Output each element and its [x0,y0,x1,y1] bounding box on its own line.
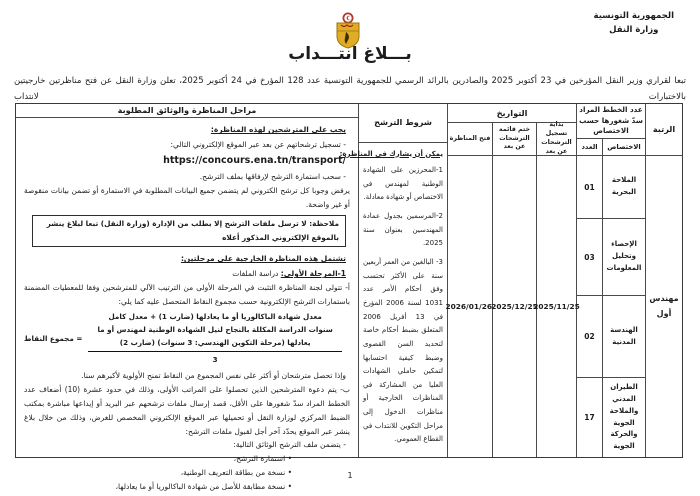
date-close-value: 2025/12/25 [491,302,538,311]
recruitment-table [15,103,683,492]
republic-name: الجمهورية التونسية [593,11,674,21]
page-number: 1 [347,471,353,480]
header-rank: الرتبة [646,104,682,156]
tie-break-paragraph: وإذا تحصل مترشحان أو أكثر على نفس المجموع من النقاط تمنح الأولوية لأكبرهم سنا. [81,371,346,381]
registration-url: https://concours.ena.tn/transport/ [163,155,346,167]
ministry-name: وزارة النقل [609,24,659,35]
specialty-name: الإحصاء وتحليل المعلومات [602,219,645,295]
header-specialty: الاختصاص [602,139,645,155]
phase1-rest: دراسة الملفات [232,269,281,279]
note-box: ملاحظة: لا ترسل ملفات الترشح إلا بطلب من الإدارة (وزارة النقل) تبعا لبلاغ ينشر بالموقع الإلكتروني المذكور أعلاه [32,215,346,247]
column-rank [645,104,682,457]
header-count: العدد [581,143,598,151]
specialty-row [577,219,645,296]
page-title: بـــلاغ انتـــداب [288,44,412,64]
header-stages: مراحل المناظرة والوثائق المطلوبة [16,104,358,118]
specialty-row [577,156,645,219]
condition-item: 1-المحرزين على الشهادة الوطنية لمهندس في الاختصاص أو شهادة معادلة. [363,166,443,202]
positions-subheader [577,139,645,156]
specialty-row [577,296,645,378]
phase1-title [24,267,346,281]
points-formula [24,311,342,366]
stages-cell [16,118,358,495]
formula-numerator: معدل شهادة الباكالوريا أو ما يعادلها (ضارب 1) + معدل كامل سنوات الدراسة المكللة بالنجاح لنيل الشهادة الوطنية لمهندس أو ما يعادلها (مرحلة التكوين الهندسي: 3 سنوات) (ضارب 2) [88,311,342,352]
header-date-close: ختم قائمة الترشحات عن بعد [492,123,536,155]
specialty-name: الطيران المدني والملاحة الجوية والحركة الجوية [602,378,645,457]
registration-text: - تسجيل ترشحاتهم عن بعد عبر الموقع الإلكتروني التالي: [170,140,346,150]
specialty-count: 01 [584,182,595,192]
column-dates [445,104,580,457]
stages-heading-2: تشتمل هذه المناظرة الخارجية على مرحلتين: [180,254,346,264]
header-date-start: بداية تسجيل الترشحات عن بعد [536,123,576,155]
specialty-count: 02 [584,332,595,341]
document-item: • نسخة من بطاقة التعريف الوطنية، [24,466,292,480]
document-item: • استمارة الترشح، [24,452,292,466]
stages-heading-1: يجب على المترشحين لهذه المناظرة: [210,125,346,135]
header-dates-group: التواريخ [448,104,576,123]
specialty-name: الهندسة المدنية [602,296,645,377]
conditions-intro: يمكن أن يشارك في المناظرة: [339,149,443,158]
condition-item: 3- البالغين من العمر أربعين سنة على الأكثر تحتسب وفق أحكام الأمر عدد 1031 لسنة 2006 المؤرخ في 13 أفريل 2006 المتعلق بضبط أحكام خاصة لتحديد السن القصوى وضبط كيفية احتسابها لتمكين حاملي الشهادات العليا من المشاركة في المناظرات الخارجية أو مناظرات الدخول إلى مراحل التكوين للانتداب في القطاع العمومي. [363,258,443,444]
phase1-b-paragraph: ب- يتم دعوة المترشحين الذين تحصلوا على المراتب الأولى، وذلك في حدود عشرة (10) أضعاف عدد الخطط المراد سدّ شغورها على الأقل، قصد إرسال ملفات ترشحهم عبر البريد أو إيداعها مباشرة بمكتب الضبط المركزي لوزارة النقل أو تحميلها عبر الموقع الإلكتروني المخصص للغرض، وذلك من خلال بلاغ ينشر عبر الموقع يحدّد آخر أجل لقبول ملفات الترشح: [24,384,350,436]
formula-label: مجموع النقاط = [24,333,83,343]
condition-item: 2-المرسمين بجدول عمادة المهندسين بعنوان سنة 2025. [363,212,443,248]
document-item: • نسخة مطابقة للأصل من شهادة الباكالوريا أو ما يعادلها، [24,480,292,494]
header-date-open: فتح المناظرة [449,134,491,142]
specialty-count: 17 [584,413,595,422]
intro-line-1: تبعا لقراري وزير النقل المؤرخين في 23 أكتوبر 2025 والصادرين بالرائد الرسمي للجمهورية التونسية عدد 128 المؤرخ في 24 أكتوبر 2025، تعلن وزارة النقل عن فتح مناظرتين خارجيتين بالاختبارات لانتداب [14,76,686,103]
conditions-cell [339,143,447,457]
documents-intro: - يتضمن ملف الترشح الوثائق التالية: [233,440,346,450]
formula-denominator: 3 [212,354,218,364]
phase1-a-paragraph: أ- تتولى لجنة المناظرة التثبت في المرحلة الأولى من الترتيب الآلي للمترشحين وفقا للمعطيات المضمنة باستمارات الترشح الإلكترونية حسب مجموع النقاط المتحصل عليه كما يلي: [24,283,350,307]
phase1-label: 1-المرحلة الأولى: [280,269,346,279]
rejection-paragraph: يرفض وجوبا كل ترشح الكتروني لم يتضمن جميع البيانات المطلوبة في الاستمارة أو تضمن بيانات منقوصة أو غير واضحة. [24,185,350,209]
date-start-value: 2025/11/25 [533,302,580,311]
column-positions [576,104,645,457]
column-stages [16,104,358,492]
dates-subheader [448,123,576,156]
specialty-name: الملاحة البحرية [602,156,645,218]
form-download-line: - سحب استمارة الترشح لإرفاقها بملف الترشح. [199,171,346,181]
dates-values [445,156,580,457]
date-open-value: 2026/01/26 [445,302,492,311]
specialty-count: 03 [584,252,595,262]
column-conditions [339,104,447,457]
formula-fraction [88,311,342,366]
registration-line [24,138,346,169]
government-header [594,10,674,37]
header-conditions: شروط الترشح [359,104,447,143]
header-positions-group: عدد الخطط المراد سدّ شغورها حسب الاختصاص [577,104,645,139]
rank-value: مهندس أول [649,294,679,318]
specialty-row [577,378,645,457]
